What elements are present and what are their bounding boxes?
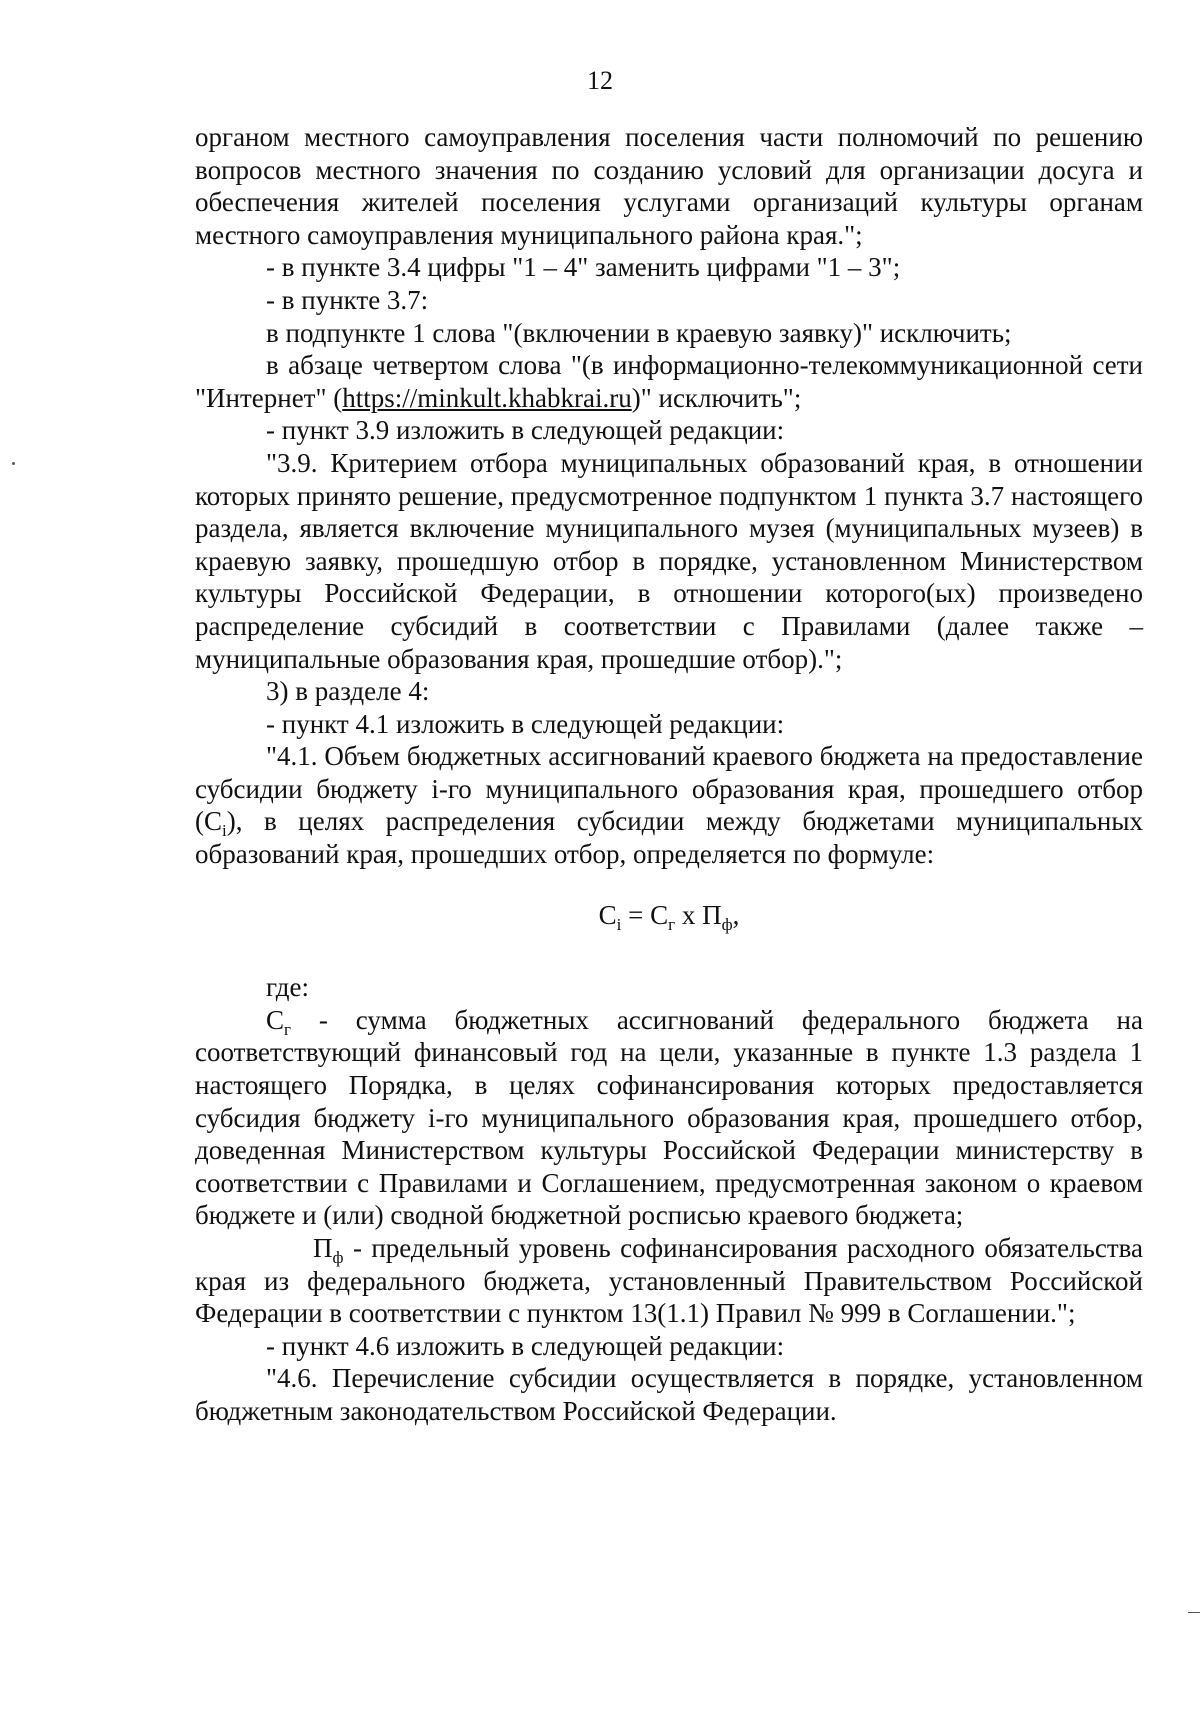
- document-body: [195, 121, 1143, 1428]
- formula-p: П: [702, 899, 722, 930]
- scan-speck: [12, 462, 15, 465]
- paragraph-item-4-1-text-a: "4.1. Объем бюджетных ассигнований краевого бюджета на предоставление субсидии бюджету i-го муниципального образования края, прошедшего отбор (С: [195, 741, 1143, 837]
- paragraph-item-4-6-text: "4.6. Перечисление субсидии осуществляется в порядке, установленном бюджетным законодательством Российской Федерации.: [195, 1363, 1143, 1426]
- paragraph-subitem-1: в подпункте 1 слова "(включении в краевую заявку)" исключить;: [266, 317, 1012, 348]
- formula-lhs: С: [598, 899, 617, 930]
- paragraph-item-3-9-text: "3.9. Критерием отбора муниципальных образований края, в отношении которых принято решение, предусмотренное подпунктом 1 пункта 3.7 настоящего раздела, является включение муниципального музея (муниципальных музеев) в краевую заявку, прошедшую отбор в порядке, установленном Министерством культуры Российской Федерации, в отношении которого(ых) произведено распределение субсидий в соответствии с Правилами (далее также – муниципальные образования края, прошедшие отбор).";: [195, 447, 1143, 674]
- paragraph-cg-text: - сумма бюджетных ассигнований федерального бюджета на соответствующий финансовый год на цели, указанные в пункте 1.3 раздела 1 настоящего Порядка, в целях софинансирования которых предоставляется субсидия бюджету i-го муниципального образования края, прошедшего отбор, доведенная Министерством культуры Российской Федерации министерству в соответствии с Правилами и Соглашением, предусмотренная законом о краевом бюджете и (или) сводной бюджетной росписью краевого бюджета;: [195, 1004, 1143, 1231]
- paragraph-item-4-1-text-b: ), в целях распределения субсидии между бюджетами муниципальных образований края, прошедших отбор, определяется по формуле:: [195, 806, 1143, 870]
- paragraph-where: где:: [266, 972, 309, 1003]
- paragraph-item-3-4: - в пункте 3.4 цифры "1 – 4" заменить цифрами "1 – 3";: [266, 252, 901, 283]
- formula-p-sub: ф: [721, 914, 733, 934]
- scan-mark: [1188, 1612, 1200, 1613]
- formula-c: С: [650, 899, 669, 930]
- paragraph-pf-definition: [195, 1232, 1143, 1330]
- subscript-i: i: [222, 821, 227, 841]
- paragraph-item-4-1-intro: - пункт 4.1 изложить в следующей редакции:: [266, 708, 785, 739]
- symbol-p-sub: ф: [332, 1248, 344, 1267]
- formula-times: х: [675, 899, 703, 930]
- formula-end: ,: [732, 899, 740, 930]
- symbol-c-sub: г: [284, 1019, 291, 1039]
- page-number: 12: [587, 66, 613, 95]
- paragraph-cg-definition: [195, 1004, 1143, 1232]
- paragraph-item-3-9-intro: - пункт 3.9 изложить в следующей редакции:: [266, 415, 785, 446]
- paragraph-section-4: 3) в разделе 4:: [266, 676, 430, 707]
- symbol-c: С: [266, 1004, 285, 1035]
- paragraph-pf-text: - предельный уровень софинансирования расходного обязательства края из федерального бюджета, установленный Правительством Российской Федерации в соответствии с пунктом 13(1.1) Правил № 999 в Соглашении.";: [195, 1233, 1143, 1329]
- symbol-p: П: [313, 1233, 333, 1263]
- formula-eq: =: [621, 899, 651, 930]
- paragraph-item-4-1-text: [195, 740, 1143, 870]
- paragraph-fourth-abzats-end: )" исключить";: [631, 382, 802, 413]
- formula: [195, 899, 1143, 932]
- paragraph-continuation: органом местного самоуправления поселения части полномочий по решению вопросов местного значения по созданию условий для организации досуга и обеспечения жителей поселения услугами организаций культуры органам местного самоуправления муниципального района края.";: [195, 122, 1143, 250]
- formula-lhs-sub: i: [616, 914, 622, 934]
- minkult-link[interactable]: https://minkult.khabkrai.ru: [342, 382, 632, 413]
- formula-c-sub: г: [668, 914, 676, 934]
- paragraph-item-3-7: - в пункте 3.7:: [266, 284, 429, 315]
- paragraph-item-4-6-intro: - пункт 4.6 изложить в следующей редакции:: [266, 1330, 785, 1361]
- paragraph-fourth-abzats-text: в абзаце четвертом слова "(в информационно-телекоммуникационной сети "Интернет" (: [195, 350, 1143, 413]
- paragraph-fourth-abzats: [195, 349, 1143, 414]
